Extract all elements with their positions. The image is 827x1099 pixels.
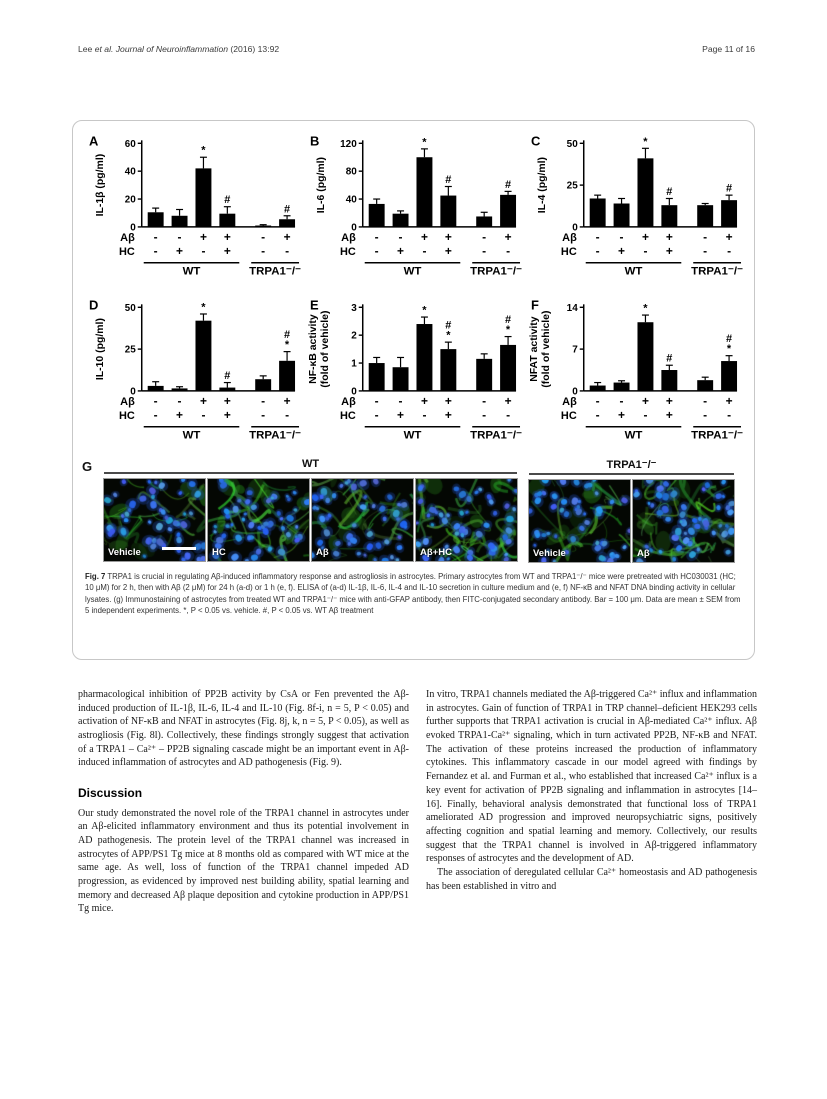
svg-text:-: - bbox=[261, 229, 266, 244]
chart-panel-f bbox=[524, 291, 745, 455]
svg-text:40: 40 bbox=[124, 166, 136, 178]
svg-text:+: + bbox=[420, 229, 428, 244]
group-underline bbox=[104, 472, 517, 474]
chart-panel-d bbox=[82, 291, 303, 455]
paragraph: In vitro, TRPA1 channels mediated the Aβ-triggered Ca²⁺ influx and inflammation in astrocytes. Gain of function of TRPA1 in TRP channel–deficient HEK293 cells further supports that TRPA1 activation is crucial in Aβ-mediated Ca²⁺ influx. Aβ evoked TRPA1-Ca²⁺ signaling, which in turn activated PP2B, NF-κB and NFAT. The activation of these proteins increased the production of inflammatory cytokines. This inflammatory cascade in our model agreed with findings by Fernandez et al. and Furman et al., who established that increased Ca²⁺ influx is a key event for activation of PP2B signaling and inflammation in astrocytes [14–16]. Finally, behavioral analysis demonstrated that functional loss of TRPA1 ameliorated AD progression and improved neuropsychiatric signs, positively affecting cognition and spatial learning and memory. Collectively, our results suggest that the TRPA1 channel is involved in Aβ-triggered inflammatory responses of astrocytes and the development of AD. bbox=[426, 689, 757, 865]
micrograph-label: HC bbox=[212, 547, 226, 558]
svg-text:*: * bbox=[505, 324, 511, 337]
svg-text:TRPA1⁻/⁻: TRPA1⁻/⁻ bbox=[470, 429, 523, 442]
svg-text:50: 50 bbox=[124, 302, 136, 314]
svg-text:-: - bbox=[177, 393, 182, 408]
svg-text:#: # bbox=[284, 329, 291, 342]
bar-chart-a bbox=[82, 127, 303, 291]
svg-text:-: - bbox=[506, 407, 511, 422]
svg-text:+: + bbox=[223, 229, 231, 244]
svg-text:+: + bbox=[618, 243, 626, 258]
figure-caption-text: TRPA1 is crucial in regulating Aβ-induced inflammatory response and astrogliosis in astrocytes. Primary astrocytes from WT and TRPA1⁻/⁻ mice were pretreated with HC030031 (HC; 10 μM) for 2 h, then with Aβ (2 μM) for 24 h (a-d) or 1 h (e, f). ELISA of (a-d) IL-1β, IL-6, IL-4 and IL-10 secretion in culture medium and (e, f) NF-κB and NFAT DNA binding activity in cellular lysates. (g) Immunostaining of astrocytes from treated WT and TRPA1⁻/⁻ mice with anti-GFAP antibody, then FITC-conjugated secondary antibody. Bar = 100 μm. Data are mean ± SEM from 5 independent experiments. *, P < 0.05 vs. vehicle. #, P < 0.05 vs. WT Aβ treatment bbox=[85, 572, 741, 616]
svg-text:TRPA1⁻/⁻: TRPA1⁻/⁻ bbox=[691, 429, 744, 442]
scale-bar bbox=[162, 547, 196, 550]
citation-issue: (2016) 13:92 bbox=[228, 44, 280, 54]
svg-text:#: # bbox=[666, 186, 673, 199]
svg-text:*: * bbox=[201, 144, 206, 157]
svg-text:*: * bbox=[422, 136, 427, 149]
svg-text:-: - bbox=[703, 393, 708, 408]
svg-text:-: - bbox=[153, 229, 158, 244]
svg-text:-: - bbox=[422, 407, 427, 422]
bar-chart-f bbox=[524, 291, 745, 455]
svg-text:+: + bbox=[397, 407, 405, 422]
svg-text:HC: HC bbox=[339, 409, 356, 422]
svg-text:#: # bbox=[445, 319, 452, 332]
svg-text:+: + bbox=[397, 243, 405, 258]
svg-text:E: E bbox=[309, 297, 319, 313]
micrograph bbox=[529, 480, 630, 562]
figure-caption-prefix: Fig. 7 bbox=[85, 572, 106, 581]
micrograph-group bbox=[104, 458, 517, 562]
svg-text:B: B bbox=[309, 133, 320, 149]
svg-text:-: - bbox=[643, 407, 648, 422]
svg-text:-: - bbox=[643, 243, 648, 258]
journal-citation bbox=[78, 44, 279, 54]
figure-caption bbox=[82, 571, 745, 617]
svg-text:Aβ: Aβ bbox=[341, 231, 356, 244]
svg-text:-: - bbox=[374, 243, 379, 258]
svg-text:WT: WT bbox=[403, 429, 422, 442]
svg-text:-: - bbox=[703, 407, 708, 422]
micrograph-label: Vehicle bbox=[108, 547, 141, 558]
svg-text:50: 50 bbox=[566, 138, 578, 150]
svg-text:#: # bbox=[224, 370, 231, 383]
article-body bbox=[78, 688, 757, 916]
bar-charts-grid bbox=[82, 127, 745, 455]
micrograph-label: Vehicle bbox=[533, 548, 566, 559]
svg-text:-: - bbox=[422, 243, 427, 258]
micrograph-label: Aβ bbox=[637, 548, 650, 559]
svg-text:A: A bbox=[88, 133, 99, 149]
svg-text:0: 0 bbox=[351, 222, 357, 234]
svg-text:#: # bbox=[224, 194, 231, 207]
micrograph-groups bbox=[104, 458, 745, 562]
svg-text:-: - bbox=[285, 407, 290, 422]
svg-text:-: - bbox=[261, 407, 266, 422]
svg-text:*: * bbox=[446, 329, 451, 342]
svg-text:25: 25 bbox=[124, 344, 136, 356]
svg-text:#: # bbox=[666, 352, 673, 365]
svg-text:+: + bbox=[223, 393, 231, 408]
svg-text:-: - bbox=[153, 243, 158, 258]
svg-text:*: * bbox=[643, 302, 648, 315]
svg-text:0: 0 bbox=[351, 386, 357, 398]
svg-text:-: - bbox=[153, 407, 158, 422]
svg-text:HC: HC bbox=[560, 409, 577, 422]
svg-text:+: + bbox=[618, 407, 626, 422]
svg-text:+: + bbox=[444, 243, 452, 258]
svg-text:Aβ: Aβ bbox=[120, 231, 135, 244]
svg-text:-: - bbox=[595, 243, 600, 258]
svg-text:NF-κB activity: NF-κB activity bbox=[307, 314, 319, 384]
svg-text:WT: WT bbox=[182, 265, 201, 278]
svg-text:25: 25 bbox=[566, 180, 578, 192]
svg-text:+: + bbox=[444, 393, 452, 408]
svg-text:TRPA1⁻/⁻: TRPA1⁻/⁻ bbox=[249, 429, 302, 442]
svg-text:WT: WT bbox=[403, 265, 422, 278]
svg-text:-: - bbox=[398, 393, 403, 408]
micrograph-group-label: WT bbox=[301, 458, 320, 470]
svg-text:7: 7 bbox=[572, 344, 578, 356]
svg-text:60: 60 bbox=[124, 138, 136, 150]
panel-g-letter: G bbox=[82, 459, 93, 474]
svg-text:-: - bbox=[595, 407, 600, 422]
svg-text:*: * bbox=[726, 343, 732, 356]
svg-text:+: + bbox=[504, 393, 512, 408]
svg-text:+: + bbox=[283, 229, 291, 244]
svg-text:WT: WT bbox=[624, 429, 643, 442]
micrograph-group bbox=[529, 458, 734, 562]
bar-chart-b bbox=[303, 127, 524, 291]
svg-text:+: + bbox=[444, 229, 452, 244]
discussion-heading: Discussion bbox=[78, 786, 143, 801]
svg-text:TRPA1⁻/⁻: TRPA1⁻/⁻ bbox=[470, 265, 523, 278]
svg-text:-: - bbox=[482, 407, 487, 422]
svg-text:80: 80 bbox=[345, 166, 357, 178]
svg-text:+: + bbox=[641, 393, 649, 408]
svg-text:#: # bbox=[726, 333, 733, 346]
page-header bbox=[78, 44, 755, 54]
svg-text:#: # bbox=[284, 203, 291, 216]
micrograph-section bbox=[82, 458, 745, 562]
svg-text:-: - bbox=[482, 229, 487, 244]
svg-text:Aβ: Aβ bbox=[341, 395, 356, 408]
micrograph-group-label: TRPA1⁻/⁻ bbox=[606, 459, 657, 471]
micrograph bbox=[208, 479, 309, 561]
svg-text:-: - bbox=[595, 229, 600, 244]
svg-text:+: + bbox=[665, 393, 673, 408]
svg-text:-: - bbox=[177, 229, 182, 244]
svg-text:F: F bbox=[530, 297, 539, 313]
group-underline bbox=[529, 473, 734, 475]
micrograph-label: Aβ+HC bbox=[420, 547, 452, 558]
svg-text:+: + bbox=[283, 393, 291, 408]
svg-text:+: + bbox=[223, 243, 231, 258]
svg-text:WT: WT bbox=[624, 265, 643, 278]
svg-text:IL-10 (pg/ml): IL-10 (pg/ml) bbox=[94, 318, 106, 381]
chart-panel-e bbox=[303, 291, 524, 455]
svg-text:1: 1 bbox=[351, 358, 357, 370]
svg-text:-: - bbox=[703, 243, 708, 258]
left-column bbox=[78, 688, 409, 916]
svg-text:+: + bbox=[665, 243, 673, 258]
svg-text:HC: HC bbox=[118, 409, 135, 422]
svg-text:-: - bbox=[285, 243, 290, 258]
svg-text:(fold of vehicle): (fold of vehicle) bbox=[540, 310, 552, 388]
svg-text:20: 20 bbox=[124, 194, 136, 206]
svg-text:-: - bbox=[482, 243, 487, 258]
citation-journal: et al. Journal of Neuroinflammation bbox=[94, 44, 229, 54]
svg-text:-: - bbox=[619, 393, 624, 408]
svg-text:HC: HC bbox=[339, 245, 356, 258]
svg-text:0: 0 bbox=[572, 222, 578, 234]
figure-7-panel bbox=[72, 120, 755, 660]
chart-panel-b bbox=[303, 127, 524, 291]
svg-text:2: 2 bbox=[351, 330, 357, 342]
svg-text:-: - bbox=[374, 407, 379, 422]
svg-text:+: + bbox=[504, 229, 512, 244]
svg-text:HC: HC bbox=[560, 245, 577, 258]
svg-text:-: - bbox=[595, 393, 600, 408]
svg-text:IL-6 (pg/ml): IL-6 (pg/ml) bbox=[315, 156, 327, 214]
svg-text:-: - bbox=[619, 229, 624, 244]
svg-text:-: - bbox=[482, 393, 487, 408]
svg-text:0: 0 bbox=[130, 222, 136, 234]
svg-text:14: 14 bbox=[566, 302, 578, 314]
svg-text:*: * bbox=[284, 339, 290, 352]
svg-text:C: C bbox=[530, 133, 541, 149]
svg-text:WT: WT bbox=[182, 429, 201, 442]
svg-text:-: - bbox=[201, 243, 206, 258]
micrograph bbox=[633, 480, 734, 562]
svg-text:D: D bbox=[88, 297, 99, 313]
svg-text:-: - bbox=[261, 393, 266, 408]
svg-text:IL-4 (pg/ml): IL-4 (pg/ml) bbox=[536, 156, 548, 214]
svg-text:#: # bbox=[505, 314, 512, 327]
svg-text:(fold of vehicle): (fold of vehicle) bbox=[319, 310, 331, 388]
svg-text:-: - bbox=[261, 243, 266, 258]
svg-text:+: + bbox=[199, 393, 207, 408]
svg-text:+: + bbox=[420, 393, 428, 408]
svg-text:-: - bbox=[506, 243, 511, 258]
svg-text:+: + bbox=[199, 229, 207, 244]
chart-panel-a bbox=[82, 127, 303, 291]
svg-text:-: - bbox=[727, 407, 732, 422]
svg-text:+: + bbox=[444, 407, 452, 422]
paragraph: pharmacological inhibition of PP2B activity by CsA or Fen prevented the Aβ-induced production of IL-1β, IL-6, IL-4 and IL-10 (Fig. 8f-i, n = 5, P < 0.05) and activation of NF-κB and NFAT in astrocytes (Fig. 8j, k, n = 5, P < 0.05), as well as astrogliosis (Fig. 8l). Collectively, these findings strongly suggest that activation of a TRPA1 – Ca²⁺ – PP2B signaling cascade might be an important event in Aβ-induced inflammation of astrocytes and AD pathogenesis (Fig. 9). bbox=[78, 689, 409, 769]
svg-text:IL-1β (pg/ml): IL-1β (pg/ml) bbox=[94, 153, 106, 217]
svg-text:NFAT activity: NFAT activity bbox=[528, 316, 540, 382]
bar-chart-d bbox=[82, 291, 303, 455]
page-number: Page 11 of 16 bbox=[702, 44, 755, 54]
svg-text:Aβ: Aβ bbox=[562, 231, 577, 244]
svg-text:40: 40 bbox=[345, 194, 357, 206]
svg-text:+: + bbox=[665, 229, 673, 244]
bar-chart-e bbox=[303, 291, 524, 455]
svg-text:+: + bbox=[176, 407, 184, 422]
micrograph-label: Aβ bbox=[316, 547, 329, 558]
svg-text:-: - bbox=[374, 229, 379, 244]
svg-text:3: 3 bbox=[351, 302, 357, 314]
svg-text:-: - bbox=[727, 243, 732, 258]
micrograph bbox=[312, 479, 413, 561]
svg-text:120: 120 bbox=[340, 138, 357, 150]
svg-text:TRPA1⁻/⁻: TRPA1⁻/⁻ bbox=[249, 265, 302, 278]
micrograph bbox=[104, 479, 205, 561]
svg-text:Aβ: Aβ bbox=[120, 395, 135, 408]
paragraph: Our study demonstrated the novel role of the TRPA1 channel in astrocytes under an Aβ-elicited inflammatory environment and thus its potential involvement in AD pathogenesis. The protein level of the TRPA1 channel was increased in astrocytes of APP/PS1 Tg mice at 8 months old as compared with WT mice at the same age. As well, loss of function of the TRPA1 channel impeded AD progression, as evidenced by improved nest building ability, spatial learning and memory and decreased Aβ plaque deposition and cytokine production in APP/PS1 Tg mice. bbox=[78, 807, 409, 915]
svg-text:TRPA1⁻/⁻: TRPA1⁻/⁻ bbox=[691, 265, 744, 278]
svg-text:+: + bbox=[641, 229, 649, 244]
svg-text:*: * bbox=[643, 135, 648, 148]
svg-text:*: * bbox=[201, 301, 206, 314]
svg-text:-: - bbox=[703, 229, 708, 244]
svg-text:+: + bbox=[176, 243, 184, 258]
svg-text:-: - bbox=[201, 407, 206, 422]
svg-text:+: + bbox=[665, 407, 673, 422]
chart-panel-c bbox=[524, 127, 745, 291]
bar-chart-c bbox=[524, 127, 745, 291]
svg-text:#: # bbox=[445, 174, 452, 187]
svg-text:0: 0 bbox=[572, 386, 578, 398]
micrograph bbox=[416, 479, 517, 561]
svg-text:-: - bbox=[398, 229, 403, 244]
svg-text:HC: HC bbox=[118, 245, 135, 258]
svg-text:*: * bbox=[422, 304, 427, 317]
svg-text:Aβ: Aβ bbox=[562, 395, 577, 408]
svg-text:0: 0 bbox=[130, 386, 136, 398]
svg-text:+: + bbox=[223, 407, 231, 422]
svg-text:#: # bbox=[726, 182, 733, 195]
svg-text:#: # bbox=[505, 178, 512, 191]
svg-text:+: + bbox=[725, 229, 733, 244]
citation-authors: Lee bbox=[78, 44, 95, 54]
svg-text:+: + bbox=[725, 393, 733, 408]
right-column bbox=[426, 688, 757, 916]
svg-text:-: - bbox=[153, 393, 158, 408]
svg-text:-: - bbox=[374, 393, 379, 408]
paragraph: The association of deregulated cellular Ca²⁺ homeostasis and AD pathogenesis has been established in vitro and bbox=[426, 866, 757, 892]
